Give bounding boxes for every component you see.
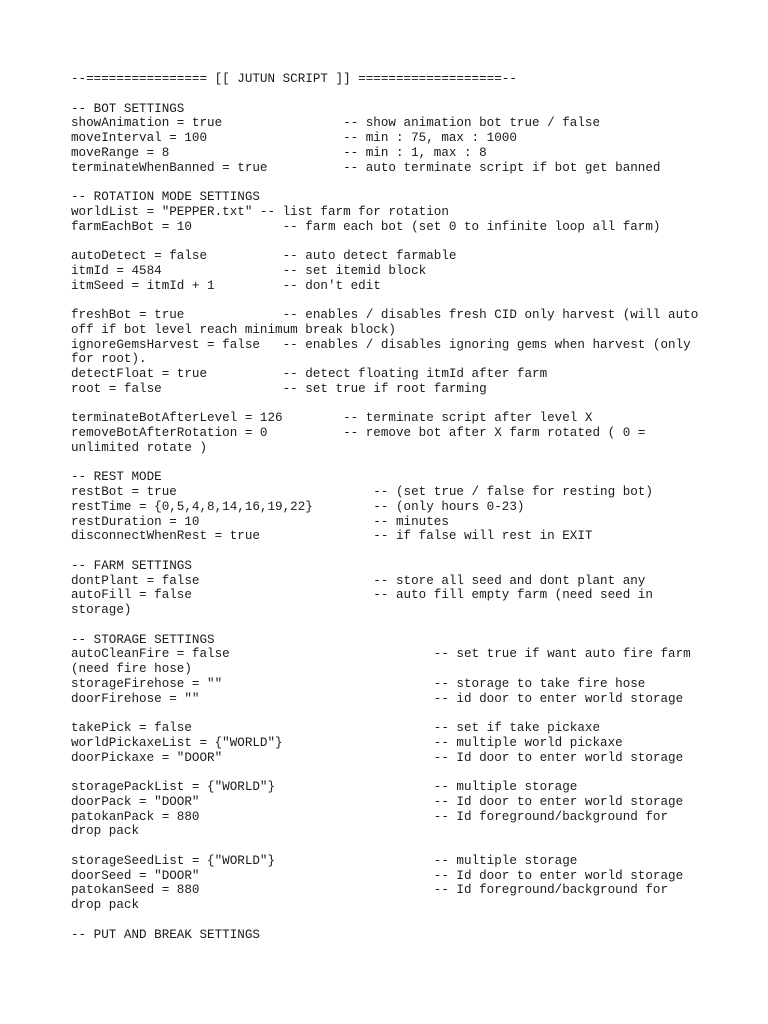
script-line: patokanPack = 880 -- Id foreground/background for [71, 809, 669, 824]
script-line: farmEachBot = 10 -- farm each bot (set 0 to infinite loop all farm) [71, 219, 661, 234]
blank-line [71, 456, 711, 471]
script-line: doorFirehose = "" -- id door to enter world storage [71, 691, 684, 706]
script-line: detectFloat = true -- detect floating itmId after farm [71, 367, 548, 381]
script-line: unlimited rotate ) [71, 440, 208, 455]
script-line: freshBot = true -- enables / disables fresh CID only harvest (will auto [71, 308, 699, 322]
script-line: --================ [[ JUTUN SCRIPT ]] ===================-- [71, 72, 517, 86]
script-line: storageSeedList = {"WORLD"} -- multiple storage [71, 853, 578, 868]
script-line: patokanSeed = 880 -- Id foreground/background for [71, 883, 669, 898]
blank-line [71, 618, 711, 633]
script-line: disconnectWhenRest = true -- if false will rest in EXIT [71, 529, 593, 544]
script-line: -- PUT AND BREAK SETTINGS [71, 927, 260, 942]
script-line: for root). [71, 352, 147, 367]
script-line: autoCleanFire = false -- set true if want auto fire farm [71, 647, 691, 662]
script-line: dontPlant = false -- store all seed and dont plant any [71, 573, 646, 588]
script-line: off if bot level reach minimum break block) [71, 322, 396, 337]
script-line: autoFill = false -- auto fill empty farm (need seed in [71, 588, 653, 603]
blank-line [71, 293, 711, 308]
script-line: -- ROTATION MODE SETTINGS [71, 190, 260, 204]
script-line: restTime = {0,5,4,8,14,16,19,22} -- (only hours 0-23) [71, 499, 525, 514]
script-line: restDuration = 10 -- minutes [71, 514, 449, 529]
script-line: -- FARM SETTINGS [71, 558, 192, 573]
script-line: removeBotAfterRotation = 0 -- remove bot after X farm rotated ( 0 = [71, 426, 646, 440]
blank-line [71, 397, 711, 412]
script-line: -- STORAGE SETTINGS [71, 632, 215, 647]
script-line: terminateBotAfterLevel = 126 -- terminate script after level X [71, 411, 593, 426]
script-line: itmSeed = itmId + 1 -- don't edit [71, 278, 381, 293]
blank-line [71, 765, 711, 780]
script-line: drop pack [71, 824, 140, 839]
script-line: terminateWhenBanned = true -- auto terminate script if bot get banned [71, 160, 661, 175]
blank-line [71, 234, 711, 249]
blank-line [71, 544, 711, 559]
script-line: moveInterval = 100 -- min : 75, max : 1000 [71, 131, 517, 145]
document-page [71, 72, 711, 942]
blank-line [71, 913, 711, 928]
script-line: worldPickaxeList = {"WORLD"} -- multiple world pickaxe [71, 735, 623, 750]
script-line: storageFirehose = "" -- storage to take fire hose [71, 676, 646, 691]
script-line: storage) [71, 603, 132, 617]
script-line: itmId = 4584 -- set itemid block [71, 263, 427, 278]
script-line: moveRange = 8 -- min : 1, max : 8 [71, 145, 487, 160]
script-line: ignoreGemsHarvest = false -- enables / disables ignoring gems when harvest (only [71, 337, 691, 352]
blank-line [71, 175, 711, 190]
script-line: (need fire hose) [71, 662, 192, 676]
script-line: storagePackList = {"WORLD"} -- multiple storage [71, 780, 578, 794]
script-line: -- BOT SETTINGS [71, 101, 185, 116]
blank-line [71, 87, 711, 102]
blank-line [71, 839, 711, 854]
script-line: worldList = "PEPPER.txt" -- list farm for rotation [71, 204, 449, 219]
script-line: restBot = true -- (set true / false for resting bot) [71, 485, 653, 499]
script-line: doorPickaxe = "DOOR" -- Id door to enter world storage [71, 750, 684, 765]
script-line: doorSeed = "DOOR" -- Id door to enter world storage [71, 868, 684, 883]
script-line: showAnimation = true -- show animation bot true / false [71, 116, 601, 131]
blank-line [71, 706, 711, 721]
script-line: takePick = false -- set if take pickaxe [71, 721, 601, 735]
script-line: -- REST MODE [71, 470, 162, 485]
script-line: autoDetect = false -- auto detect farmable [71, 249, 457, 263]
script-line: drop pack [71, 898, 140, 912]
script-line: doorPack = "DOOR" -- Id door to enter world storage [71, 794, 684, 809]
script-line: root = false -- set true if root farming [71, 381, 487, 396]
